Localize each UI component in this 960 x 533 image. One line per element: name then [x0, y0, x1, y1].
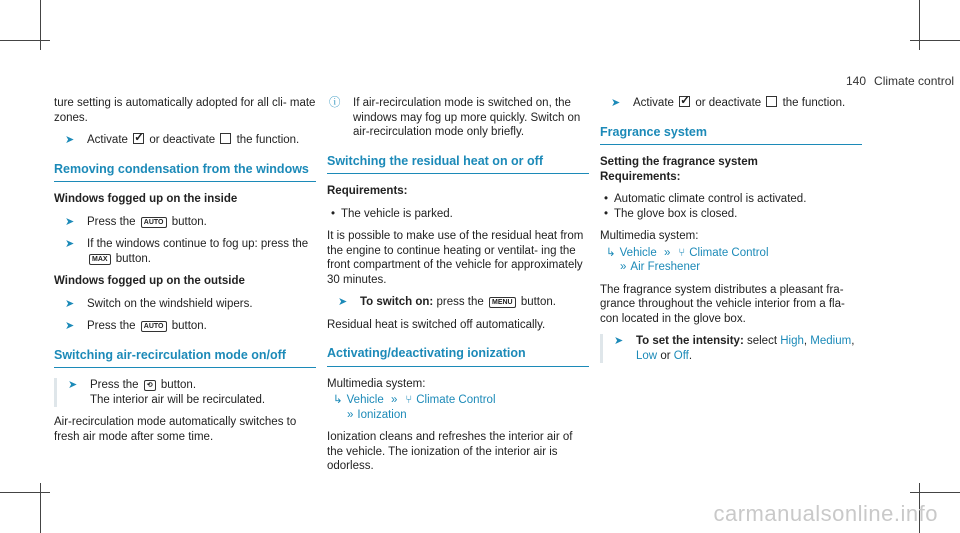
auto-button-icon: AUTO: [141, 321, 167, 332]
arrow-icon: ➤: [65, 215, 75, 228]
option-off: Off: [673, 349, 689, 362]
path-item: Air Freshener: [630, 261, 701, 273]
double-chevron-icon: »: [663, 246, 671, 259]
list-item: • Automatic climate control is activated.: [600, 192, 862, 207]
heading-condensation: Removing condensation from the windows: [54, 162, 316, 183]
step-press-auto: ➤ Press the AUTO button.: [65, 215, 207, 228]
seat-icon: ⑂: [405, 394, 413, 406]
step-press-auto-2: ➤ Press the AUTO button.: [65, 320, 207, 332]
path-item: Climate Control: [689, 246, 769, 259]
return-arrow-icon: ↳: [333, 394, 343, 406]
option-medium: Medium: [810, 335, 852, 347]
step-intensity: ➤ To set the intensity: select High, Medium, Low or Off.: [600, 334, 862, 363]
double-chevron-icon: »: [620, 261, 627, 273]
path-item: Ionization: [357, 408, 407, 421]
list-item: • The glove box is closed.: [600, 207, 862, 222]
step-switch-on: ➤ To switch on: press the MENU button.: [338, 296, 556, 308]
crop-mark: [40, 483, 41, 533]
menu-button-icon: MENU: [489, 297, 516, 308]
return-arrow-icon: ↳: [606, 246, 616, 259]
requirements-label: Requirements:: [600, 170, 681, 183]
crop-mark: [910, 492, 960, 493]
heading-residual-heat: Switching the residual heat on or off: [327, 154, 589, 175]
info-icon: ⓘ: [329, 97, 341, 109]
checkbox-checked-icon: [679, 96, 690, 107]
heading-ionization: Activating/deactivating ionization: [327, 346, 589, 367]
note-box: ⓘ If air-recirculation mode is switched on, the windows may fog up more quickly. Switch on air-recirculation mode only briefly.: [329, 97, 581, 138]
residual-text: It is possible to make use of the residual heat from the engine to continue heating or ventilat- ing the front compartment of the vehicle for approximately 30 minutes.: [327, 230, 584, 286]
menu-path: [600, 246, 862, 275]
arrow-icon: ➤: [611, 97, 621, 109]
option-high: High: [780, 335, 804, 347]
double-chevron-icon: »: [347, 408, 354, 421]
column-1: [54, 96, 316, 452]
crop-mark: [40, 0, 41, 50]
path-item: Vehicle: [619, 246, 657, 259]
arrow-icon: ➤: [65, 134, 75, 146]
step-activate: ➤ Activate ✓ or deactivate the function.: [54, 133, 316, 148]
checkbox-checked-icon: [133, 133, 144, 144]
crop-mark: [919, 0, 920, 50]
column-3: [600, 96, 862, 371]
heading-setting-fragrance: Setting the fragrance system: [600, 156, 758, 168]
path-item: Climate Control: [416, 394, 496, 406]
arrow-icon: ➤: [68, 379, 78, 391]
step-activate: ➤ Activate ✓ or deactivate the function.: [600, 96, 862, 111]
step-recirculation: ➤ Press the ⟲ button. The interior air will be recirculated.: [54, 378, 316, 407]
multimedia-label: Multimedia system:: [600, 230, 699, 242]
residual-off-text: Residual heat is switched off automatically.: [327, 318, 546, 331]
section-title: Climate control: [874, 74, 955, 88]
intro-text: ture setting is automatically adopted for all cli- mate zones.: [54, 97, 316, 124]
column-2: [327, 96, 589, 482]
max-defrost-button-icon: MAX: [89, 254, 111, 265]
recirculation-button-icon: ⟲: [144, 380, 156, 391]
multimedia-label: Multimedia system:: [327, 377, 426, 390]
arrow-icon: ➤: [65, 320, 75, 332]
watermark: carmanualsonline.info: [713, 501, 938, 526]
path-item: Vehicle: [346, 394, 384, 406]
menu-path: [327, 393, 589, 422]
step-fog: ➤ If the windows continue to fog up: press the MAX button.: [65, 238, 309, 265]
fragrance-text: The fragrance system distributes a pleasant fra- grance throughout the vehicle interior from a fla- con located in the glove box.: [600, 283, 845, 325]
heading-outside: Windows fogged up on the outside: [54, 275, 245, 287]
checkbox-empty-icon: [220, 133, 231, 144]
page-number: 140: [846, 74, 867, 88]
crop-mark: [0, 492, 50, 493]
ionization-text: Ionization cleans and refreshes the interior air of the vehicle. The ionization of the interior air is odorless.: [327, 431, 573, 472]
arrow-icon: ➤: [65, 297, 75, 310]
list-item: • The vehicle is parked.: [327, 207, 589, 222]
auto-button-icon: AUTO: [141, 217, 167, 228]
double-chevron-icon: »: [390, 394, 398, 406]
checkbox-empty-icon: [766, 96, 777, 107]
heading-fragrance: Fragrance system: [600, 125, 862, 146]
option-low: Low: [636, 349, 658, 362]
heading-inside: Windows fogged up on the inside: [54, 193, 238, 205]
seat-icon: ⑂: [678, 246, 686, 259]
requirements-label: Requirements:: [327, 185, 408, 197]
requirements-list: [600, 192, 862, 221]
crop-mark: [910, 40, 960, 41]
requirements-list: [327, 207, 589, 222]
step-wipers: ➤ Switch on the windshield wipers.: [65, 297, 253, 310]
heading-recirculation: Switching air-recirculation mode on/off: [54, 348, 316, 369]
arrow-icon: ➤: [338, 296, 348, 308]
crop-mark: [0, 40, 50, 41]
page-header: [846, 74, 954, 88]
arrow-icon: ➤: [65, 238, 75, 250]
recirculation-text: Air-recirculation mode automatically switches to fresh air mode after some time.: [54, 416, 297, 443]
arrow-icon: ➤: [614, 335, 624, 347]
